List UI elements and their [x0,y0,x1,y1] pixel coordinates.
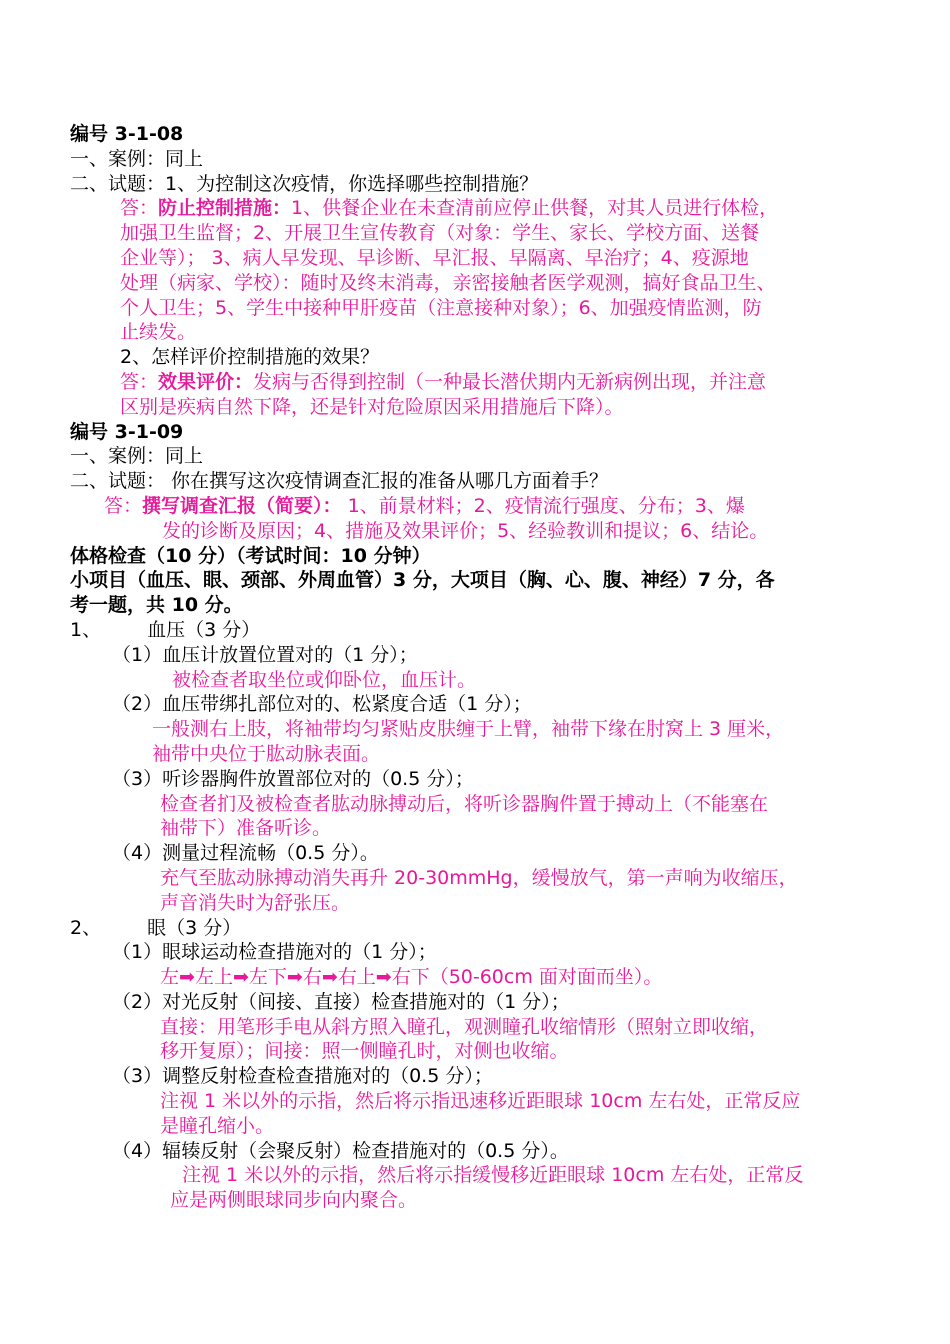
answer-text: 发病与否得到控制（一种最长潜伏期内无新病例出现，并注意 [253,370,767,393]
answer-prefix: 答： [120,197,159,220]
bp-answer-1: 被检查者取坐位或仰卧位，血压计。 [172,668,477,691]
eye-answer-3-line-1: 注视 1 米以外的示指，然后将示指迅速移近距眼球 10cm 左右处，正常反应 [160,1090,801,1113]
bp-answer-3-line-2: 袖带下）准备听诊。 [160,817,332,840]
question-1: 二、试题：1、为控制这次疫情，你选择哪些控制措施？ [70,172,539,195]
bp-item-1: （1）血压计放置位置对的（1 分）； [112,643,418,666]
answer-report-heading: 撰写调查汇报（简要）： [142,494,342,517]
section-title-3-1-09: 编号 3-1-09 [70,420,184,443]
eye-answer-1 [160,965,950,990]
eye-direction-lower-right: 右下（50-60cm 面对面而坐）。 [391,966,663,989]
eye-direction-right: 右 [302,966,322,989]
answer-1-line-6: 止续发。 [120,321,197,344]
bp-answer-2-line-2: 袖带中央位于肱动脉表面。 [152,742,381,765]
answer-1-line-3: 企业等）； 3、病人早发现、早诊断、早汇报、早隔离、早治疗；4、疫源地 [120,246,749,269]
eye-direction-left: 左 [160,966,180,989]
eye-answer-2-line-1: 直接：用笔形手电从斜方照入瞳孔，观测瞳孔收缩情形（照射立即收缩， [160,1015,769,1038]
eye-heading-text: 眼（3 分） [147,916,242,939]
eye-direction-upper-left: 左上 [194,966,233,989]
answer-1-line-1 [120,196,950,221]
answer-2-heading: 效果评价： [158,370,254,393]
eye-item-3: （3）调整反射检查检查措施对的（0.5 分）； [112,1065,493,1088]
bp-heading-number: 1、 [70,618,102,641]
answer-1-line-4: 处理（病家、学校）：随时及终末消毒，亲密接触者医学观测，搞好食品卫生、 [120,271,776,294]
eye-answer-2-line-2: 移开复原）；间接：照一侧瞳孔时，对侧也收缩。 [160,1040,569,1063]
answer-1-line-2: 加强卫生监督；2、开展卫生宣传教育（对象：学生、家长、学校方面、送餐 [120,222,760,245]
eye-answer-4-line-2: 应是两侧眼球同步向内聚合。 [170,1189,418,1212]
arrow-right-icon: ➡ [232,966,249,989]
arrow-right-icon: ➡ [179,966,195,989]
answer-prefix: 答： [104,494,143,517]
answer-text: 1、供餐企业在未查清前应停止供餐，对其人员进行体检， [291,197,779,220]
case-line: 一、案例：同上 [70,147,204,170]
eye-heading [70,916,950,941]
answer-2-line-1 [120,370,950,395]
answer-report-line-2: 发的诊断及原因；4、措施及效果评价；5、经验教训和提议；6、结论。 [162,519,769,542]
arrow-right-icon: ➡ [321,966,338,989]
section-title-3-1-08: 编号 3-1-08 [70,123,184,145]
bp-item-2: （2）血压带绑扎部位对的、松紧度合适（1 分）； [112,693,532,716]
exam-title: 体格检查（10 分）（考试时间：10 分钟） [70,544,431,567]
bp-item-3: （3）听诊器胸件放置部位对的（0.5 分）； [112,767,474,790]
bp-answer-4-line-2: 声音消失时为舒张压。 [160,891,351,914]
answer-text: 1、前景材料；2、疫情流行强度、分布；3、爆 [341,494,745,517]
eye-answer-3-line-2: 是瞳孔缩小。 [160,1114,275,1137]
answer-2-line-2: 区别是疾病自然下降，还是针对危险原因采用措施后下降）。 [120,395,624,418]
exam-desc-line-2: 考一题，共 10 分。 [70,594,243,617]
question-2: 2、怎样评价控制措施的效果？ [120,346,380,369]
eye-direction-upper-right: 右上 [337,966,376,989]
answer-1-heading: 防止控制措施： [158,197,292,220]
bp-item-4: （4）测量过程流畅（0.5 分）。 [112,842,379,865]
case-line: 一、案例：同上 [70,445,204,468]
arrow-right-icon: ➡ [375,966,392,989]
answer-prefix: 答： [120,370,159,393]
eye-direction-lower-left: 左下 [248,966,287,989]
eye-heading-number: 2、 [70,916,102,939]
eye-item-2: （2）对光反射（间接、直接）检查措施对的（1 分）； [112,990,570,1013]
answer-1-line-5: 个人卫生；5、学生中接种甲肝疫苗（注意接种对象）；6、加强疫情监测，防 [120,296,762,319]
bp-heading-text: 血压（3 分） [147,618,261,641]
eye-item-4: （4）辐辏反射（会聚反射）检查措施对的（0.5 分）。 [112,1139,569,1162]
bp-answer-3-line-1: 检查者扪及被检查者肱动脉搏动后，将听诊器胸件置于搏动上（不能塞在 [160,792,769,815]
answer-report-line-1 [104,494,950,519]
eye-item-1: （1）眼球运动检查措施对的（1 分）； [112,941,437,964]
arrow-right-icon: ➡ [286,966,303,989]
bp-answer-2-line-1: 一般测右上肢，将袖带均匀紧贴皮肤缠于上臂，袖带下缘在肘窝上 3 厘米， [152,718,785,741]
exam-desc-line-1: 小项目（血压、眼、颈部、外周血管）3 分，大项目（胸、心、腹、神经）7 分，各 [70,569,775,592]
eye-answer-4-line-1: 注视 1 米以外的示指，然后将示指缓慢移近距眼球 10cm 左右处，正常反 [182,1164,804,1187]
document-page [0,122,950,1213]
bp-answer-4-line-1: 充气至肱动脉搏动消失再升 20-30mmHg，缓慢放气，第一声响为收缩压， [160,866,798,889]
question-report: 二、试题： 你在撰写这次疫情调查汇报的准备从哪几方面着手？ [70,470,609,493]
bp-heading [70,618,950,643]
